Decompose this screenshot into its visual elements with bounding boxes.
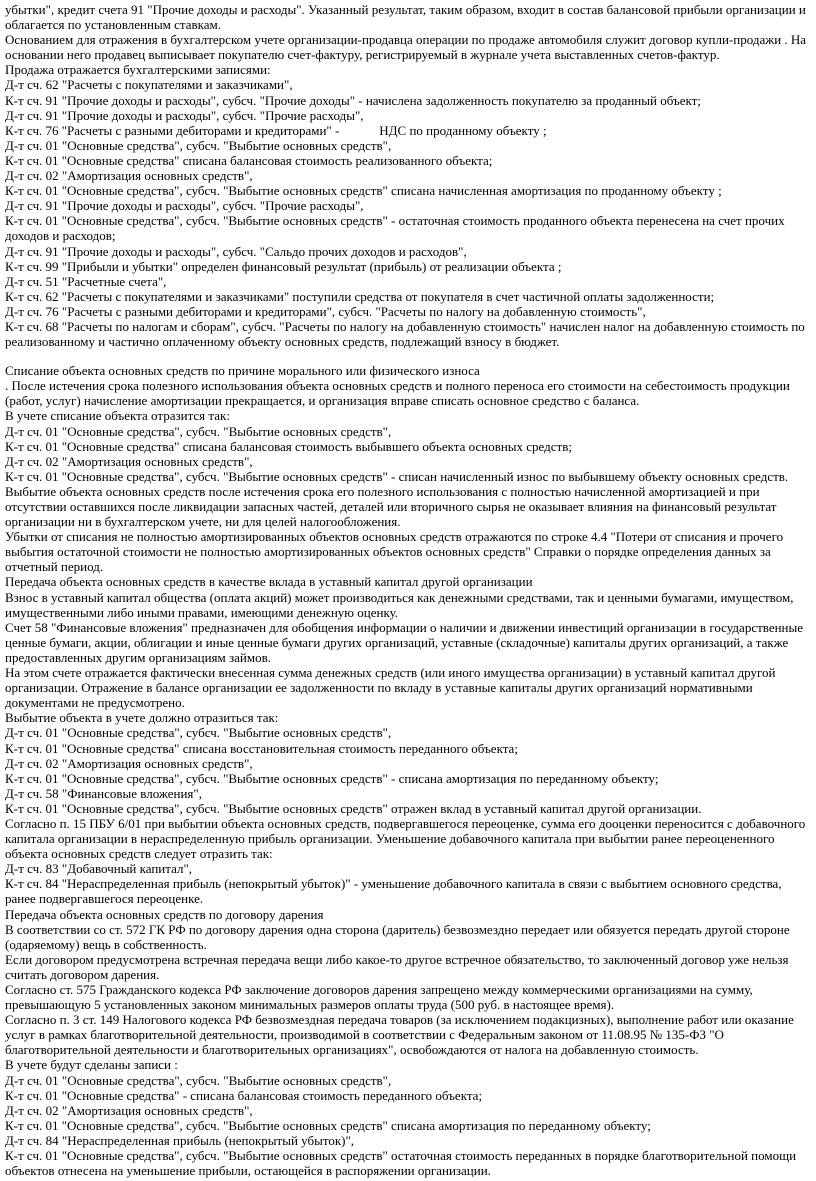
entry-line: Д-т сч. 51 "Расчетные счета", (5, 273, 167, 289)
entry-line (5, 123, 810, 138)
section-heading: Передача объекта основных средств по договору дарения (5, 906, 324, 922)
blank-line (5, 349, 810, 363)
entry-line: Д-т сч. 01 "Основные средства", субсч. "Выбытие основных средств", (5, 137, 392, 153)
entry-line: Д-т сч. 02 "Амортизация основных средств", (5, 1102, 253, 1118)
section-heading: Списание объекта основных средств по причине морального или физического износа (5, 363, 480, 379)
entry-line: Д-т сч. 91 "Прочие доходы и расходы", субсч. "Прочие расходы", (5, 198, 364, 214)
entry-line: К-т сч. 01 "Основные средства", субсч. "Выбытие основных средств" отражен вклад в уставный капитал другой организации. (5, 800, 702, 816)
entry-line: Д-т сч. 76 "Расчеты с разными дебиторами и кредиторами", субсч. "Расчеты по налогу на добавленную стоимость", (5, 303, 646, 319)
paragraph: Выбытие объекта основных средств после истечения срока его полезного использования с полностью начисленной амортизацией и при отсутствии оставшихся после ликвидации запасных частей, деталей или вторичного сырья не оказывает влияния на финансовый результат организации ни в бухгалтерском учете, ни для целей налогообложения. (5, 483, 777, 530)
paragraph: Взнос в уставный капитал общества (оплата акций) может производиться как денежными средствами, так и ценными бумагами, имуществом, имущественными либо иными правами, имеющими денежную оценку. (5, 589, 794, 620)
entry-line: Д-т сч. 02 "Амортизация основных средств", (5, 168, 253, 184)
paragraph: В учете будут сделаны записи : (5, 1057, 178, 1073)
paragraph: Счет 58 "Финансовые вложения" предназначен для обобщения информации о наличии и движении инвестиций организации в государственные ценные бумаги, акции, облигации и иные ценные бумаги других организаций, уставные (складочные) капиталы других организаций, а также предоставленных другим организациям займов. (5, 619, 804, 665)
entry-line-part: К-т сч. 76 "Расчеты с разными дебиторами и кредиторами" - (5, 122, 340, 138)
paragraph: Согласно ст. 575 Гражданского кодекса РФ заключение договоров дарения запрещено между коммерческими организациями на сумму, превышающую 5 установленных законом минимальных размеров оплаты труда (500 руб. в настоящее время). (5, 982, 753, 1013)
paragraph: Убытки от списания не полностью амортизированных объектов основных средств отражаются по строке 4.4 "Потери от списания и прочего выбытия остаточной стоимости не полностью амортизированных объектов основных средств" Справки о порядке определения данных за отчетный период. (5, 529, 784, 575)
paragraph: Согласно п. 15 ПБУ 6/01 при выбытии объекта основных средств, подвергавшегося переоценке, сумма его дооценки переносится с добавочного капитала организации в нераспределенную прибыль организации. Уменьшение добавочного капитала при выбытии ранее переоцененного объекта основных средств следует отразить так: (5, 815, 806, 862)
entry-line: Д-т сч. 02 "Амортизация основных средств", (5, 453, 253, 469)
paragraph: На этом счете отражается фактически внесенная сумма денежных средств (или иного имущества организации) в уставный капитал другой организации. Отражение в балансе организации ее задолженности по вкладу в уставные капиталы других организаций нормативными документами не предусмотрено. (5, 665, 776, 711)
entry-line: К-т сч. 01 "Основные средства", субсч. "Выбытие основных средств" - списан начисленный износ по выбывшему объекту основных средств. (5, 468, 789, 484)
entry-line: Д-т сч. 02 "Амортизация основных средств", (5, 755, 253, 771)
entry-line: Д-т сч. 91 "Прочие доходы и расходы", субсч. "Сальдо прочих доходов и расходов", (5, 243, 467, 259)
entry-line: К-т сч. 68 "Расчеты по налогам и сборам", субсч. "Расчеты по налогу на добавленную стоимость" начислен налог на добавленную стоимость по реализованному и частично оплаченному объекту основных средств, подлежащий взносу в бюджет. (5, 318, 805, 350)
entry-line: К-т сч. 01 "Основные средства", субсч. "Выбытие основных средств" остаточная стоимость переданных в порядке благотворительной помощи объектов отнесена на уменьшение прибыли, остающейся в распоряжении организации. (5, 1148, 797, 1179)
entry-line: К-т сч. 01 "Основные средства" списана восстановительная стоимость переданного объекта; (5, 740, 518, 756)
paragraph: . После истечения срока полезного использования объекта основных средств и полного переноса его стоимости на себестоимость продукции (работ, услуг) начисление амортизации прекращается, и организация вправе списать основное средство с баланса. (5, 378, 790, 409)
entry-line: К-т сч. 01 "Основные средства" списана балансовая стоимость выбывшего объекта основных средств; (5, 438, 572, 454)
entry-line: К-т сч. 91 "Прочие доходы и расходы", субсч. "Прочие доходы" - начислена задолженность покупателю за проданный объект; (5, 92, 701, 108)
entry-line: Д-т сч. 62 "Расчеты с покупателями и заказчиками", (5, 77, 293, 93)
entry-line: Д-т сч. 58 "Финансовые вложения", (5, 785, 202, 801)
paragraph: убытки", кредит счета 91 "Прочие доходы и расходы". Указанный результат, таким образом, входит в состав балансовой прибыли организации и облагается по установленным ставкам. (5, 2, 806, 33)
paragraph: В учете списание объекта отразится так: (5, 408, 230, 424)
entry-line: К-т сч. 84 "Нераспределенная прибыль (непокрытый убыток)" - уменьшение добавочного капитала в связи с выбытием основного средства, ранее подвергавшегося переоценке. (5, 876, 782, 907)
entry-line: Д-т сч. 01 "Основные средства", субсч. "Выбытие основных средств", (5, 1072, 392, 1088)
entry-line: К-т сч. 01 "Основные средства", субсч. "Выбытие основных средств" списана амортизация по переданному объекту; (5, 1117, 651, 1133)
entry-line: К-т сч. 01 "Основные средства", субсч. "Выбытие основных средств" списана начисленная амортизация по проданному объекту ; (5, 183, 722, 199)
paragraph: Согласно п. 3 ст. 149 Налогового кодекса РФ безвозмездная передача товаров (за исключением подакцизных), выполнение работ или оказание услуг в рамках благотворительной деятельности, производимой в соответствии с Федеральным законом от 11.08.95 № 135-ФЗ "О благотворительной деятельности и благотворительных организациях", освобождаются от налога на добавленную стоимость. (5, 1012, 794, 1058)
entry-line-part: НДС по проданному объекту ; (379, 122, 547, 138)
paragraph: Основанием для отражения в бухгалтерском учете организации-продавца операции по продаже автомобиля служит договор купли-продажи . На основании него продавец выписывает покупателю счет-фактуру, регистрируемый в журнале учета выставленных счетов-фактур. (5, 32, 807, 63)
paragraph: В соответствии со ст. 572 ГК РФ по договору дарения одна сторона (даритель) безвозмездно передает или обязуется передать другой стороне (одаряемому) вещь в собственность. (5, 921, 790, 952)
entry-line: К-т сч. 62 "Расчеты с покупателями и заказчиками" поступили средства от покупателя в счет частичной оплаты задолженности; (5, 288, 715, 304)
entry-line: К-т сч. 99 "Прибыли и убытки" определен финансовый результат (прибыль) от реализации объекта ; (5, 258, 562, 274)
paragraph: Если договором предусмотрена встречная передача вещи либо какое-то другое встречное обязательство, то заключенный договор уже нельзя считать договором дарения. (5, 951, 789, 982)
section-heading: Передача объекта основных средств в качестве вклада в уставный капитал другой организации (5, 574, 533, 590)
entry-line: К-т сч. 01 "Основные средства" - списана балансовая стоимость переданного объекта; (5, 1087, 483, 1103)
entry-line: К-т сч. 01 "Основные средства", субсч. "Выбытие основных средств" - списана амортизация по переданному объекту; (5, 770, 659, 786)
entry-line: Д-т сч. 83 "Добавочный капитал", (5, 861, 193, 877)
entry-line: К-т сч. 01 "Основные средства", субсч. "Выбытие основных средств" - остаточная стоимость проданного объекта перенесена на счет прочих доходов и расходов; (5, 213, 785, 244)
paragraph: Продажа отражается бухгалтерскими записями: (5, 62, 271, 78)
entry-line: Д-т сч. 91 "Прочие доходы и расходы", субсч. "Прочие расходы", (5, 107, 364, 123)
entry-line: Д-т сч. 01 "Основные средства", субсч. "Выбытие основных средств", (5, 725, 392, 741)
entry-line: Д-т сч. 01 "Основные средства", субсч. "Выбытие основных средств", (5, 423, 392, 439)
entry-line: К-т сч. 01 "Основные средства" списана балансовая стоимость реализованного объекта; (5, 152, 493, 168)
paragraph: Выбытие объекта в учете должно отразиться так: (5, 710, 279, 726)
entry-line: Д-т сч. 84 "Нераспределенная прибыль (непокрытый убыток)", (5, 1132, 355, 1148)
